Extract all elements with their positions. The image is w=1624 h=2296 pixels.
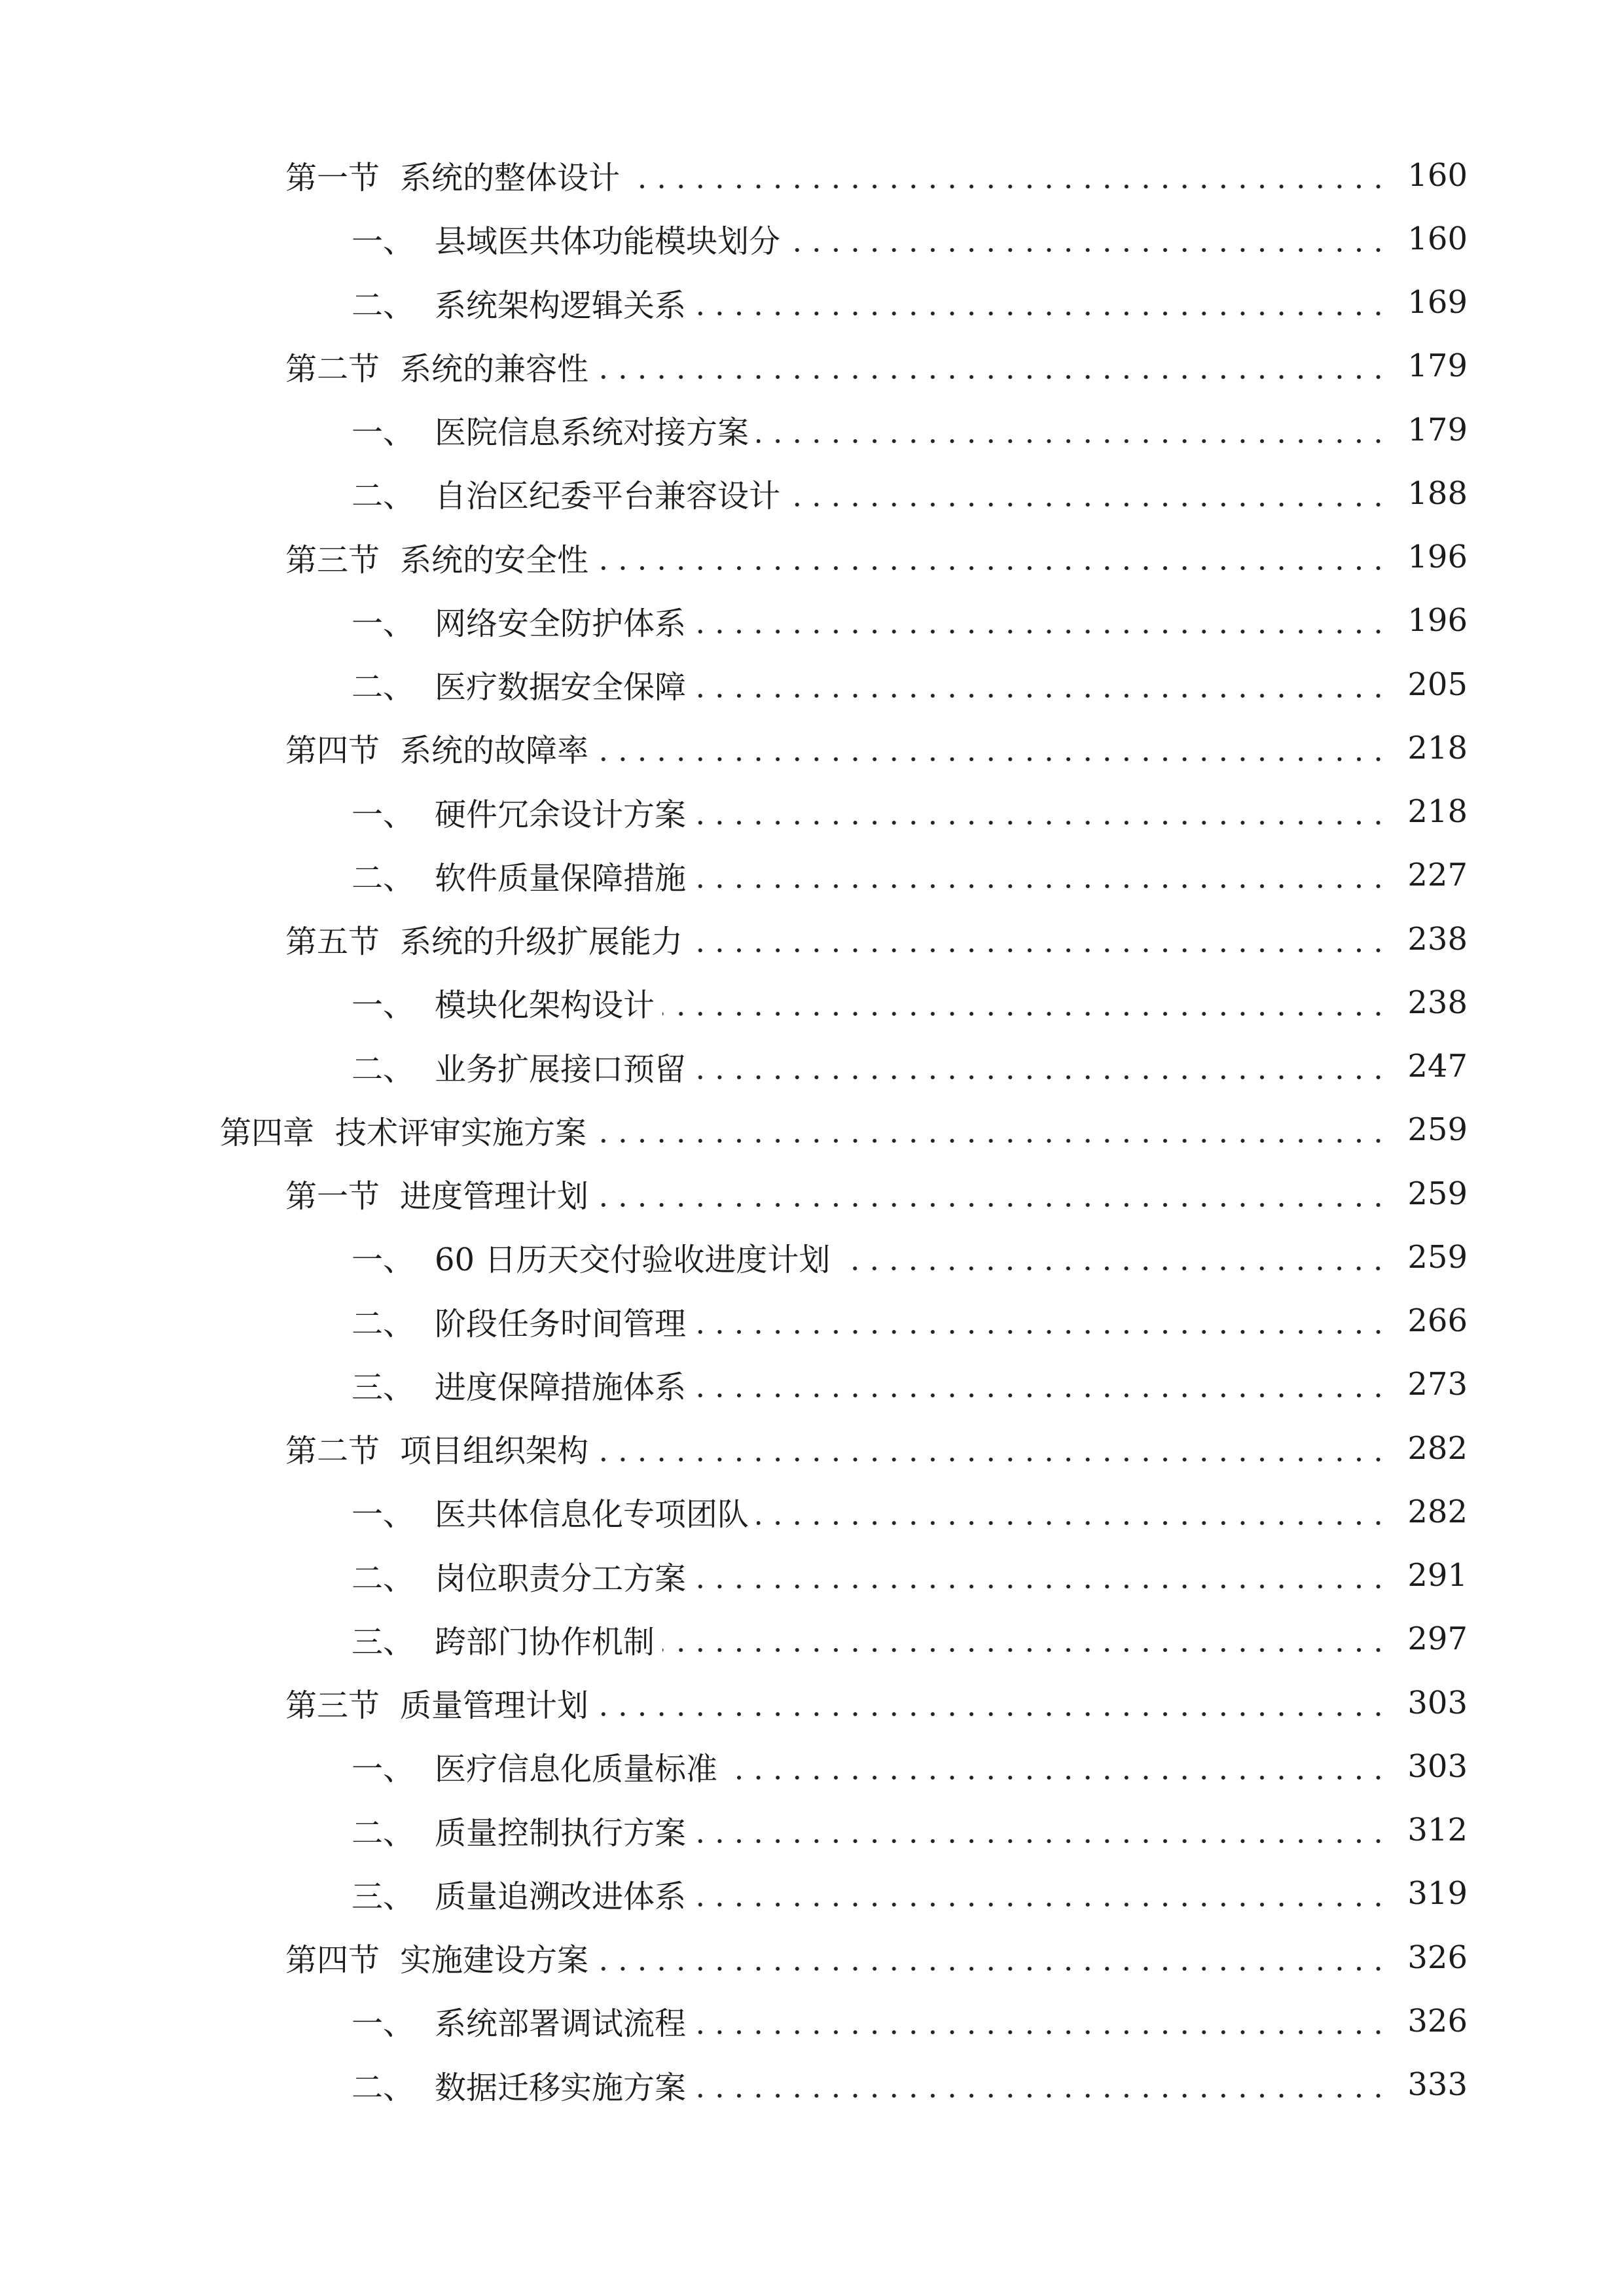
toc-page-number: 259 <box>1407 1111 1468 1149</box>
toc-entry-title: 县域医共体功能模块划分 <box>435 223 781 260</box>
toc-page-number: 160 <box>1407 156 1468 194</box>
toc-subsection-entry[interactable] <box>0 1989 1468 2053</box>
toc-page-number: 179 <box>1407 348 1468 385</box>
toc-entry-number: 一、 <box>352 1496 415 1534</box>
toc-entry-title: 质量管理计划 <box>400 1687 589 1725</box>
toc-page-number: 303 <box>1407 1748 1468 1785</box>
toc-entry-number: 二、 <box>352 1560 415 1597</box>
toc-page-number: 312 <box>1407 1812 1468 1849</box>
toc-dot-leader <box>596 1202 1388 1208</box>
toc-page-number: 196 <box>1407 602 1468 639</box>
toc-entry-title: 系统部署调试流程 <box>435 2005 687 2043</box>
toc-dot-leader <box>725 1774 1388 1781</box>
toc-dot-leader <box>596 1965 1388 1972</box>
toc-page-number: 259 <box>1407 1175 1468 1212</box>
toc-entry-title: 系统的整体设计 <box>400 160 621 197</box>
toc-entry-number: 三、 <box>352 1369 415 1406</box>
toc-entry-title: 质量控制执行方案 <box>435 1814 687 1852</box>
toc-entry-title: 软件质量保障措施 <box>435 859 687 897</box>
toc-page-number: 247 <box>1407 1048 1468 1085</box>
toc-subsection-entry[interactable] <box>0 1734 1468 1798</box>
toc-entry-title: 系统架构逻辑关系 <box>435 287 687 324</box>
toc-entry-title: 60 日历天交付验收进度计划 <box>435 1242 831 1279</box>
toc-section-entry[interactable] <box>0 1416 1468 1480</box>
toc-entry-number: 一、 <box>352 987 415 1024</box>
toc-section-entry[interactable] <box>0 143 1468 207</box>
toc-dot-leader <box>596 565 1388 571</box>
toc-dot-leader <box>788 247 1388 253</box>
toc-dot-leader <box>694 628 1388 635</box>
toc-entry-title: 岗位职责分工方案 <box>435 1560 687 1597</box>
toc-entry-title: 项目组织架构 <box>400 1433 589 1470</box>
toc-entry-number: 三、 <box>352 1878 415 1915</box>
toc-entry-title: 医疗数据安全保障 <box>435 669 687 706</box>
toc-dot-leader <box>694 310 1388 317</box>
toc-subsection-entry[interactable] <box>0 1544 1468 1607</box>
toc-dot-leader <box>596 756 1388 762</box>
toc-section-entry[interactable] <box>0 1671 1468 1734</box>
toc-page-number: 297 <box>1407 1621 1468 1658</box>
toc-page-number: 238 <box>1407 984 1468 1021</box>
toc-page-number: 326 <box>1407 1939 1468 1976</box>
toc-page-number: 179 <box>1407 411 1468 448</box>
toc-entry-title: 质量追溯改进体系 <box>435 1878 687 1915</box>
toc-subsection-entry[interactable] <box>0 1289 1468 1353</box>
toc-page-number: 303 <box>1407 1684 1468 1721</box>
toc-page-number: 259 <box>1407 1238 1468 1276</box>
toc-dot-leader <box>691 947 1388 954</box>
toc-entry-title: 系统的故障率 <box>400 732 589 770</box>
toc-subsection-entry[interactable] <box>0 589 1468 653</box>
toc-dot-leader <box>594 1138 1388 1144</box>
toc-dot-leader <box>788 501 1388 508</box>
toc-entry-title: 自治区纪委平台兼容设计 <box>435 478 781 515</box>
toc-dot-leader <box>694 1583 1388 1590</box>
toc-entry-number: 二、 <box>352 2069 415 2106</box>
toc-dot-leader <box>662 1647 1388 1653</box>
toc-section-entry[interactable] <box>0 1926 1468 1989</box>
toc-dot-leader <box>757 1520 1388 1526</box>
toc-subsection-entry[interactable] <box>0 1035 1468 1098</box>
toc-subsection-entry[interactable] <box>0 653 1468 716</box>
toc-entry-title: 硬件冗余设计方案 <box>435 796 687 833</box>
toc-page-number: 319 <box>1407 1875 1468 1912</box>
toc-entry-number: 二、 <box>352 859 415 897</box>
toc-dot-leader <box>694 2092 1388 2099</box>
toc-page-number: 205 <box>1407 666 1468 703</box>
toc-entry-number: 第四章 <box>220 1114 315 1151</box>
toc-dot-leader <box>694 1329 1388 1335</box>
toc-entry-number: 二、 <box>352 1814 415 1852</box>
toc-entry-number: 三、 <box>352 1623 415 1660</box>
toc-page-number: 169 <box>1407 284 1468 321</box>
table-of-contents <box>0 143 1468 2117</box>
toc-dot-leader <box>596 374 1388 380</box>
toc-dot-leader <box>694 1901 1388 1908</box>
toc-subsection-entry[interactable] <box>0 461 1468 525</box>
toc-section-entry[interactable] <box>0 526 1468 589</box>
toc-page-number: 333 <box>1407 2066 1468 2104</box>
toc-section-entry[interactable] <box>0 716 1468 780</box>
toc-entry-number: 第二节 <box>285 1433 380 1470</box>
toc-entry-number: 二、 <box>352 478 415 515</box>
toc-section-entry[interactable] <box>0 907 1468 971</box>
toc-entry-title: 跨部门协作机制 <box>435 1623 655 1660</box>
toc-subsection-entry[interactable] <box>0 844 1468 907</box>
toc-dot-leader <box>694 2029 1388 2036</box>
toc-entry-title: 网络安全防护体系 <box>435 605 687 642</box>
toc-entry-number: 一、 <box>352 2005 415 2043</box>
toc-dot-leader <box>757 438 1388 444</box>
toc-entry-title: 技术评审实施方案 <box>335 1114 587 1151</box>
toc-subsection-entry[interactable] <box>0 780 1468 844</box>
toc-entry-number: 第五节 <box>285 924 380 961</box>
toc-subsection-entry[interactable] <box>0 1862 1468 1926</box>
toc-page-number: 188 <box>1407 475 1468 512</box>
toc-dot-leader <box>596 1711 1388 1717</box>
toc-subsection-entry[interactable] <box>0 971 1468 1034</box>
toc-page-number: 227 <box>1407 857 1468 894</box>
toc-entry-number: 第一节 <box>285 1178 380 1215</box>
toc-dot-leader <box>694 1838 1388 1844</box>
toc-subsection-entry[interactable] <box>0 1353 1468 1416</box>
toc-section-entry[interactable] <box>0 1162 1468 1225</box>
toc-page-number: 238 <box>1407 920 1468 958</box>
toc-subsection-entry[interactable] <box>0 1480 1468 1543</box>
toc-entry-number: 第四节 <box>285 1942 380 1979</box>
toc-entry-title: 系统的升级扩展能力 <box>400 924 683 961</box>
toc-entry-number: 一、 <box>352 1751 415 1788</box>
toc-page-number: 282 <box>1407 1429 1468 1467</box>
toc-subsection-entry[interactable] <box>0 1607 1468 1671</box>
toc-entry-number: 二、 <box>352 669 415 706</box>
toc-entry-title: 模块化架构设计 <box>435 987 655 1024</box>
toc-entry-title: 系统的安全性 <box>400 541 589 579</box>
toc-page-number: 291 <box>1407 1557 1468 1594</box>
toc-entry-title: 实施建设方案 <box>400 1942 589 1979</box>
toc-entry-title: 阶段任务时间管理 <box>435 1305 687 1342</box>
toc-entry-number: 一、 <box>352 605 415 642</box>
toc-entry-number: 二、 <box>352 1305 415 1342</box>
toc-section-entry[interactable] <box>0 334 1468 398</box>
toc-entry-title: 医疗信息化质量标准 <box>435 1751 718 1788</box>
toc-page-number: 196 <box>1407 539 1468 576</box>
toc-entry-title: 医共体信息化专项团队 <box>435 1496 749 1534</box>
toc-dot-leader <box>694 883 1388 889</box>
toc-entry-title: 医院信息系统对接方案 <box>435 414 749 452</box>
toc-entry-number: 第三节 <box>285 1687 380 1725</box>
toc-subsection-entry[interactable] <box>0 1799 1468 1862</box>
toc-entry-number: 第三节 <box>285 541 380 579</box>
toc-page-number: 273 <box>1407 1366 1468 1403</box>
toc-page-number: 218 <box>1407 729 1468 766</box>
toc-dot-leader <box>694 692 1388 699</box>
toc-page-number: 326 <box>1407 2002 1468 2039</box>
toc-entry-number: 二、 <box>352 287 415 324</box>
toc-entry-number: 一、 <box>352 414 415 452</box>
toc-dot-leader <box>628 183 1388 190</box>
toc-entry-number: 第二节 <box>285 350 380 387</box>
toc-entry-title: 业务扩展接口预留 <box>435 1050 687 1088</box>
toc-entry-number: 一、 <box>352 223 415 260</box>
toc-entry-number: 第一节 <box>285 160 380 197</box>
toc-chapter-entry[interactable] <box>0 1098 1468 1162</box>
toc-subsection-entry[interactable] <box>0 271 1468 334</box>
toc-entry-title: 进度保障措施体系 <box>435 1369 687 1406</box>
toc-entry-number: 一、 <box>352 796 415 833</box>
toc-subsection-entry[interactable] <box>0 2053 1468 2117</box>
toc-subsection-entry[interactable] <box>0 1225 1468 1289</box>
toc-dot-leader <box>694 1392 1388 1399</box>
toc-page-number: 282 <box>1407 1493 1468 1530</box>
toc-dot-leader <box>694 1074 1388 1081</box>
toc-subsection-entry[interactable] <box>0 398 1468 461</box>
toc-subsection-entry[interactable] <box>0 207 1468 270</box>
toc-dot-leader <box>662 1011 1388 1017</box>
toc-dot-leader <box>838 1265 1388 1272</box>
toc-entry-number: 二、 <box>352 1050 415 1088</box>
toc-dot-leader <box>596 1456 1388 1463</box>
toc-page-number: 218 <box>1407 793 1468 831</box>
toc-page-number: 160 <box>1407 220 1468 257</box>
toc-page-number: 266 <box>1407 1302 1468 1340</box>
toc-entry-number: 第四节 <box>285 732 380 770</box>
toc-entry-title: 进度管理计划 <box>400 1178 589 1215</box>
toc-entry-title: 系统的兼容性 <box>400 350 589 387</box>
toc-dot-leader <box>694 819 1388 826</box>
toc-entry-title: 数据迁移实施方案 <box>435 2069 687 2106</box>
toc-entry-number: 一、 <box>352 1242 415 1279</box>
